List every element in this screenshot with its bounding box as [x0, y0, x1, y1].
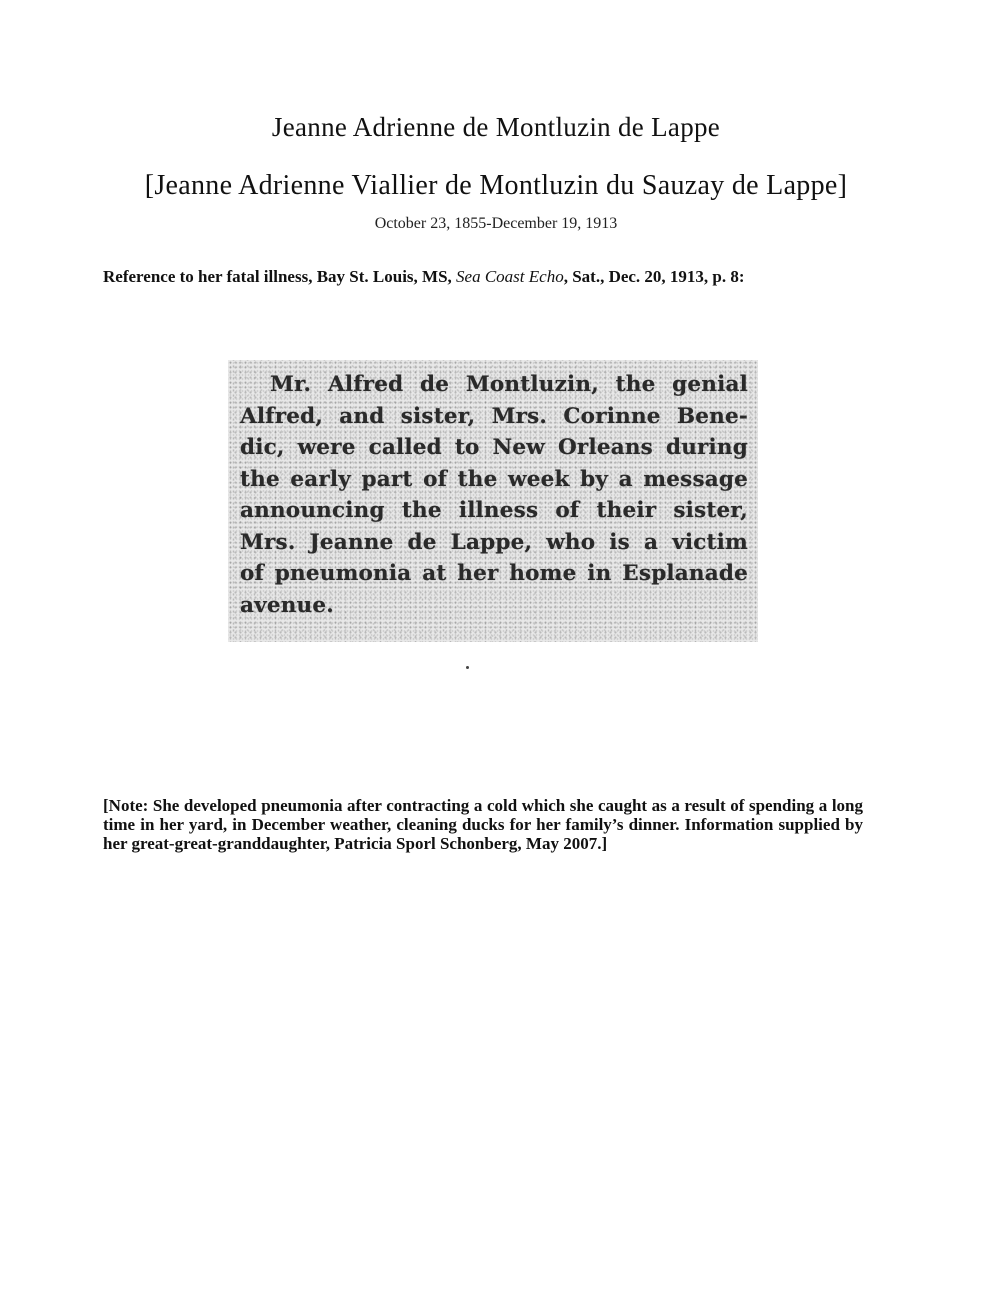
clipping-line: the early part of the week by a message — [240, 466, 748, 492]
clipping-line: Alfred, and sister, Mrs. Corinne Bene- — [240, 403, 748, 429]
clipping-line: Mr. Alfred de Montluzin, the genial — [270, 372, 748, 397]
life-dates: October 23, 1855-December 19, 1913 — [374, 215, 618, 232]
clipping-line: avenue. — [240, 592, 334, 618]
newspaper-clipping — [228, 360, 758, 642]
reference-prefix: Reference to her fatal illness, Bay St. Louis, MS, — [103, 267, 457, 286]
publication-name: Sea Coast Echo — [456, 267, 564, 286]
clipping-line: announcing the illness of their sister, — [240, 498, 748, 523]
scan-speck — [466, 666, 469, 669]
reference-suffix: , Sat., Dec. 20, 1913, p. 8: — [563, 267, 745, 286]
page-title: Jeanne Adrienne de Montluzin de Lappe — [271, 112, 721, 142]
full-name-heading: [Jeanne Adrienne Viallier de Montluzin du Sauzay de Lappe] — [144, 170, 848, 201]
clipping-line: dic, were called to New Orleans during — [240, 435, 748, 460]
clipping-line: Mrs. Jeanne de Lappe, who is a victim — [240, 529, 748, 555]
clipping-line: of pneumonia at her home in Esplanade — [240, 561, 748, 586]
reference-citation — [103, 266, 868, 287]
note-paragraph: [Note: She developed pneumonia after contracting a cold which she caught as a result of spending a long time in her yard, in December weather, cleaning ducks for her family’s dinner. Information supplied by her great-great-granddaughter, Patricia Sporl Schonberg, May 2007.] — [103, 796, 863, 853]
